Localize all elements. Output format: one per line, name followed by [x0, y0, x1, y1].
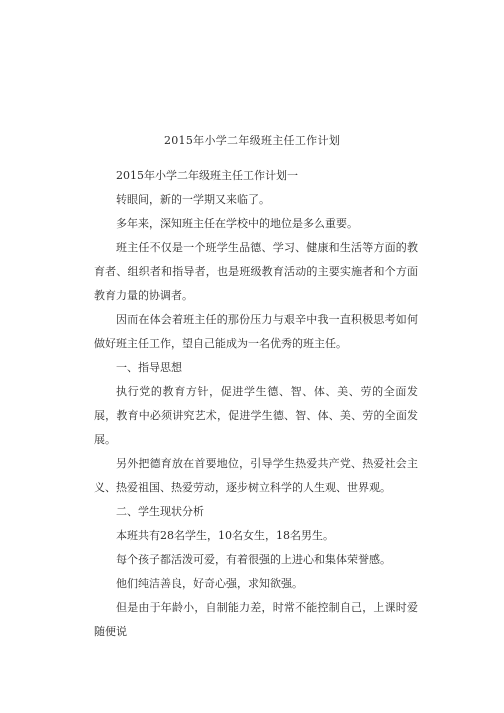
paragraph: 执行党的教育方针，促进学生德、智、体、美、劳的全面发展，教育中必须讲究艺术，促进学生德、智、体、美、劳的全面发展。: [94, 385, 418, 446]
paragraph: 因而在体会着班主任的那份压力与艰辛中我一直积极思考如何做好班主任工作，望自己能成为一名优秀的班主任。: [94, 313, 418, 350]
section-heading: 二、学生现状分析: [116, 505, 204, 518]
paragraph: 他们纯洁善良，好奇心强，求知欲强。: [116, 577, 303, 590]
document-title: 2015年小学二年级班主任工作计划: [163, 134, 341, 147]
paragraph: 转眼间，新的一学期又来临了。: [116, 193, 270, 206]
paragraph: 另外把德育放在首要地位，引导学生热爱共产党、热爱社会主义、热爱祖国、热爱劳动，逐步树立科学的人生观、世界观。: [94, 457, 418, 494]
paragraph: 多年来，深知班主任在学校中的地位是多么重要。: [116, 217, 358, 230]
paragraph: 2015年小学二年级班主任工作计划一: [116, 169, 298, 182]
paragraph: 每个孩子都活泼可爱，有着很强的上进心和集体荣誉感。: [116, 553, 391, 566]
document-body: [94, 164, 418, 644]
paragraph: 本班共有28名学生，10名女生，18名男生。: [116, 529, 334, 542]
paragraph: 班主任不仅是一个班学生品德、学习、健康和生活等方面的教育者、组织者和指导者，也是班级教育活动的主要实施者和个方面教育力量的协调者。: [94, 241, 418, 302]
section-heading: 一、指导思想: [116, 361, 182, 374]
paragraph: 但是由于年龄小，自制能力差，时常不能控制自己，上课时爱随便说: [94, 601, 418, 638]
